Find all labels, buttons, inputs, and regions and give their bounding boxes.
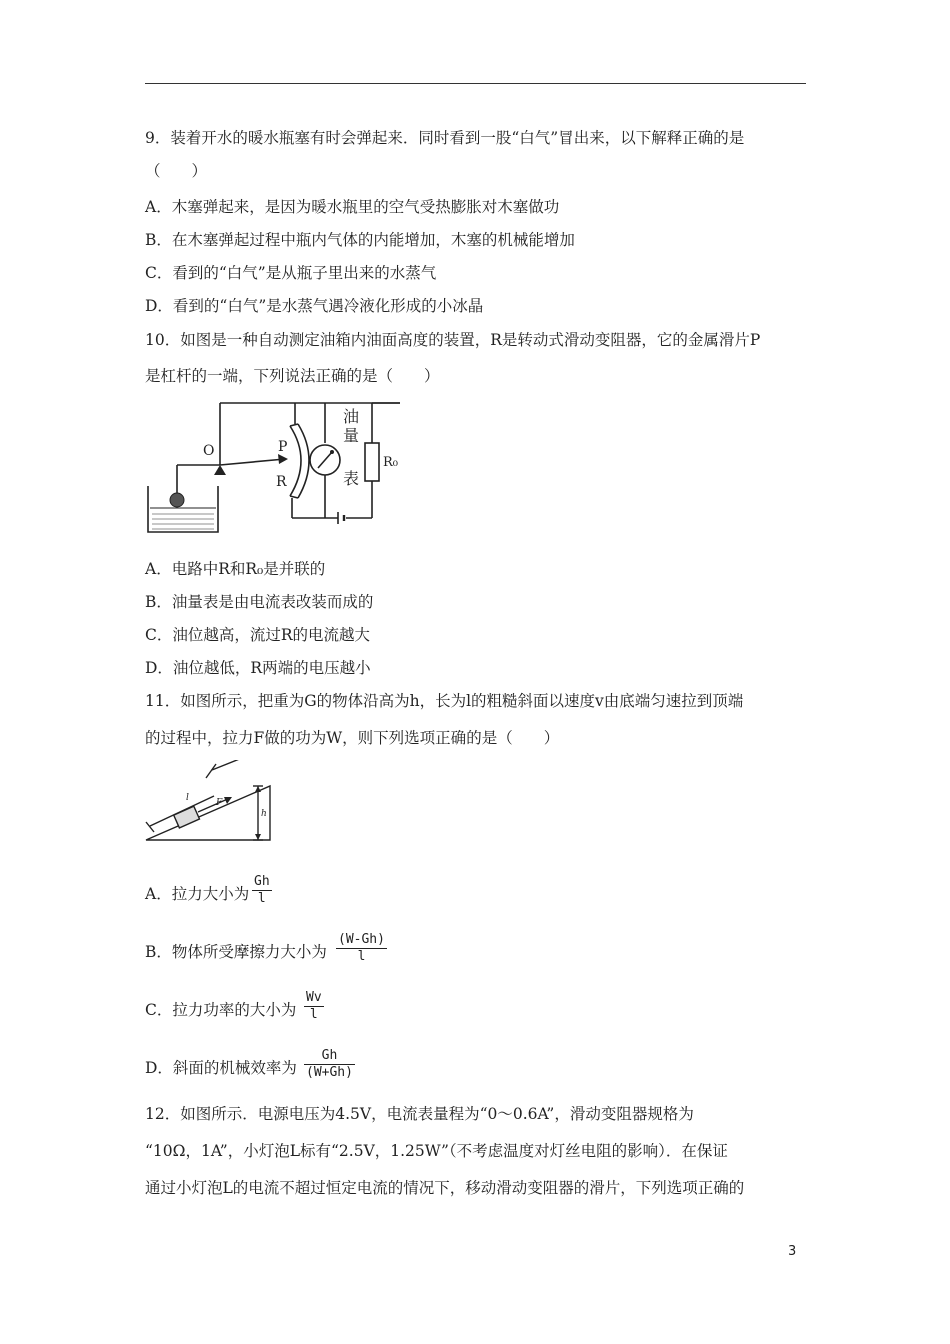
- oil-gauge-circuit-figure: [140, 398, 410, 538]
- q12-line1: 12．如图所示．电源电压为4.5V，电流表量程为“0～0.6A”，滑动变阻器规格为: [145, 1105, 694, 1123]
- q11-option-a-fraction: [252, 874, 272, 907]
- q10-option-b: B．油量表是由电流表改装而成的: [145, 593, 374, 611]
- label-R: R: [276, 474, 287, 490]
- label-F: F: [216, 798, 223, 808]
- q12-line2: “10Ω，1A”，小灯泡L标有“2.5V，1.25W”（不考虑温度对灯丝电阻的影响）．在保证: [145, 1142, 728, 1160]
- q9-option-c: C．看到的“白气”是从瓶子里出来的水蒸气: [145, 264, 437, 282]
- q9-option-a: A．木塞弹起来，是因为暖水瓶里的空气受热膨胀对木塞做功: [145, 198, 560, 216]
- fraction-numerator: Gh: [321, 1048, 338, 1063]
- label-R0: R₀: [383, 455, 398, 470]
- q11-option-c-label: C．拉力功率的大小为: [145, 1001, 297, 1019]
- label-l: l: [186, 793, 189, 803]
- fraction-denominator: (W+Gh): [306, 1065, 353, 1080]
- q11-option-b-fraction: [336, 932, 387, 965]
- q11-option-d-fraction: [304, 1048, 355, 1081]
- q10-stem-line2: 是杠杆的一端，下列说法正确的是（ ）: [145, 367, 440, 385]
- q10-option-d: D．油位越低，R两端的电压越小: [145, 659, 371, 677]
- label-O: O: [203, 443, 215, 459]
- q11-option-b-label: B．物体所受摩擦力大小为: [145, 943, 327, 961]
- q10-option-c: C．油位越高，流过R的电流越大: [145, 626, 371, 644]
- page-number: 3: [788, 1244, 797, 1259]
- fraction-numerator: (W-Gh): [338, 932, 385, 947]
- fraction-denominator: l: [357, 949, 366, 964]
- fraction-numerator: Wv: [306, 990, 322, 1005]
- meter-char-3: 表: [343, 469, 360, 488]
- fraction-denominator: l: [257, 891, 266, 906]
- fraction-denominator: l: [309, 1007, 318, 1022]
- header-rule: [145, 83, 806, 84]
- label-h: h: [261, 809, 267, 819]
- q11-stem-line1: 11．如图所示，把重为G的物体沿高为h，长为l的粗糙斜面以速度v由底端匀速拉到顶端: [145, 692, 744, 710]
- fraction-numerator: Gh: [254, 874, 270, 889]
- q9-stem: 9．装着开水的暖水瓶塞有时会弹起来．同时看到一股“白气”冒出来，以下解释正确的是: [145, 129, 745, 147]
- q10-option-a: A．电路中R和R₀是并联的: [145, 560, 326, 578]
- q11-option-d-label: D．斜面的机械效率为: [145, 1059, 297, 1077]
- q12-line3: 通过小灯泡L的电流不超过恒定电流的情况下，移动滑动变阻器的滑片，下列选项正确的: [145, 1179, 745, 1197]
- meter-char-2: 量: [343, 426, 360, 445]
- q9-option-b: B．在木塞弹起过程中瓶内气体的内能增加，木塞的机械能增加: [145, 231, 575, 249]
- q9-option-d: D．看到的“白气”是水蒸气遇冷液化形成的小冰晶: [145, 297, 484, 315]
- q11-stem-line2: 的过程中，拉力F做的功为W，则下列选项正确的是（ ）: [145, 729, 560, 747]
- q10-stem-line1: 10．如图是一种自动测定油箱内油面高度的装置，R是转动式滑动变阻器，它的金属滑片P: [145, 331, 761, 349]
- label-P: P: [278, 439, 288, 455]
- q11-option-a-label: A．拉力大小为: [145, 885, 250, 903]
- q9-paren: （ ）: [145, 162, 208, 180]
- meter-char-1: 油: [343, 407, 360, 426]
- q11-option-c-fraction: [304, 990, 324, 1023]
- incline-figure: [142, 760, 280, 846]
